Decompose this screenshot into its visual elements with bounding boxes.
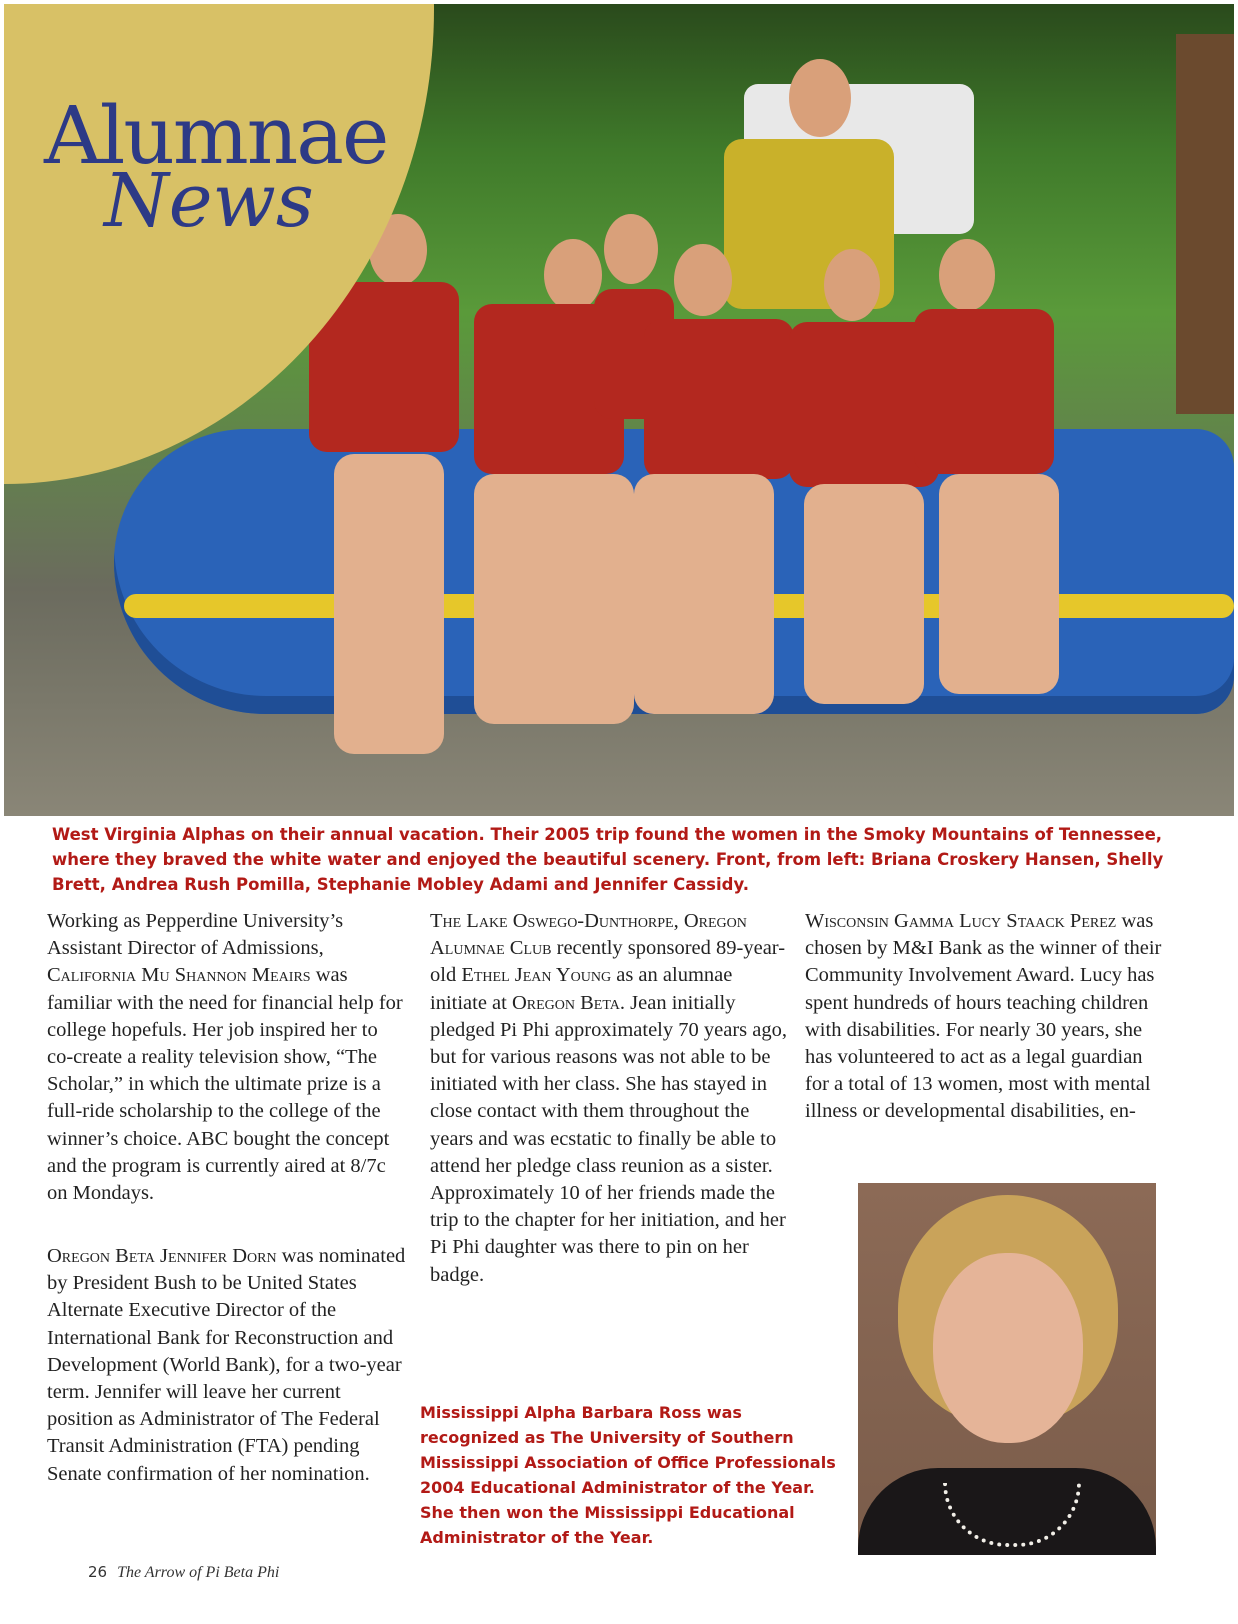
article-perez: Wisconsin Gamma Lucy Staack Perez was chosen by M&I Bank as the winner of their Community Involvement Award. Lucy has spent hundreds of hours teaching children with disabilities. For nearly 30 years, she has volunteered to act as a legal guardian for a total of 13 women, most with mental illness or developmental disabilities, en-	[805, 910, 1162, 1123]
article-dorn: Oregon Beta Jennifer Dorn was nominated by President Bush to be United States Alternate Executive Director of the International Bank for Reconstruction and Development (World Bank), for a two-year term. Jennifer will leave her current position as Administrator of The Federal Transit Administration (FTA) pending Senate confirmation of her nomination.	[47, 1245, 406, 1485]
portrait-caption: Mississippi Alpha Barbara Ross was recognized as The University of Southern Mississippi Association of Office Professionals 2004 Educational Administrator of the Year. She then won the Mississippi Educational Administrator of the Year.	[420, 1403, 836, 1547]
group-photo	[4, 4, 1234, 816]
page-number: 26	[88, 1563, 108, 1581]
masthead-title: Alumnae	[44, 89, 388, 182]
photo-caption: West Virginia Alphas on their annual vacation. Their 2005 trip found the women in the Smoky Mountains of Tennessee, where they braved the white water and enjoyed the beautiful scenery. Front, from left: Briana Croskery Hansen, Shelly Brett, Andrea Rush Pomilla, Stephanie Mobley Adami and Jennifer Cassidy.	[52, 825, 1164, 894]
wooden-post	[1176, 34, 1234, 414]
masthead-subtitle: News	[104, 158, 314, 244]
page-footer	[88, 1563, 279, 1582]
article-young: The Lake Oswego-Dunthorpe, Oregon Alumnae Club recently sponsored 89-year-old Ethel Jean Young as an alumnae initiate at Oregon Beta. Jean initially pledged Pi Phi approximately 70 years ago, but for various reasons was not able to be initiated with her class. She has stayed in close contact with them throughout the years and was ecstatic to finally be able to attend her pledge class reunion as a sister. Approximately 10 of her friends made the trip to the chapter for her initiation, and her Pi Phi daughter was there to pin on her badge.	[430, 910, 787, 1286]
article-meairs: Working as Pepperdine University’s Assistant Director of Admissions, California Mu Shannon Meairs was familiar with the need for financial help for college hopefuls. Her job inspired her to co-create a reality television show, “The Scholar,” in which the ultimate prize is a full-ride scholarship to the college of the winner’s choice. ABC bought the concept and the program is currently aired at 8/7c on Mondays.	[47, 910, 403, 1205]
publication-name: The Arrow of Pi Beta Phi	[117, 1564, 280, 1581]
portrait-photo	[858, 1183, 1156, 1555]
